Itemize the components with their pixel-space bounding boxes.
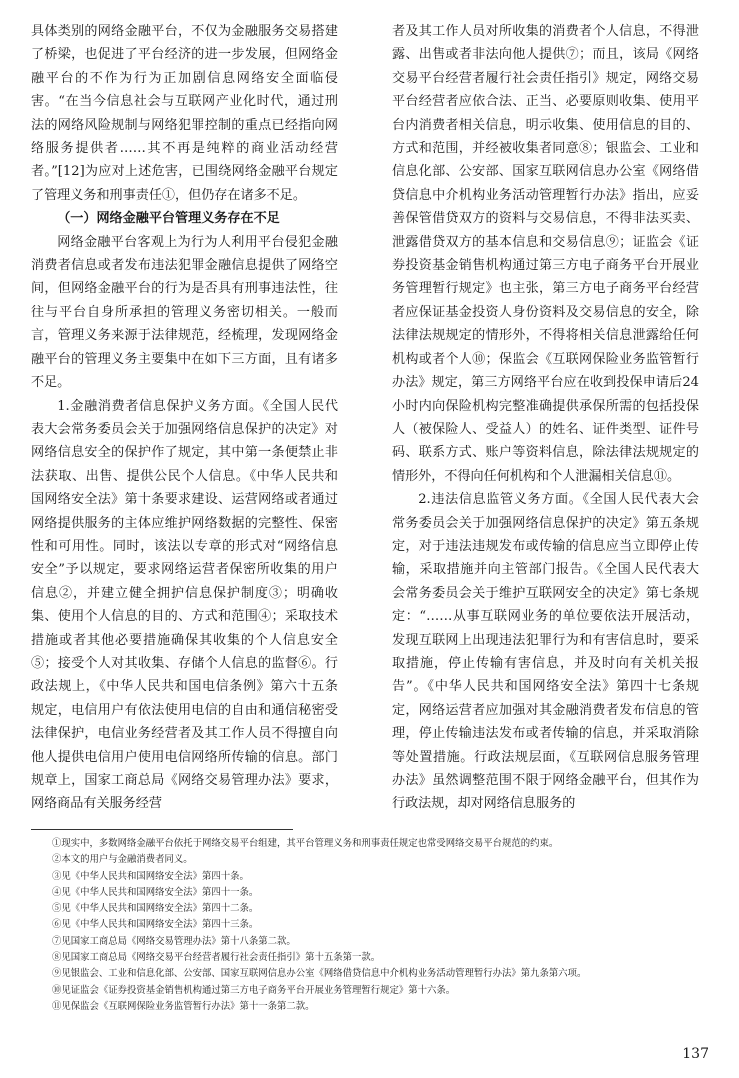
footnote: ③见《中华人民共和国网络安全法》第四十条。 [52,870,249,882]
body-paragraph: 1.金融消费者信息保护义务方面。《全国人民代表大会常务委员会关于加强网络信息保护的决定》对网络信息安全的保护作了规定，其中第一条便禁止非法获取、出售、提供公民个人信息。《中华人民共和国网络安全法》第十条要求建设、运营网络或者通过网络提供服务的主体应维护网络数据的完整性、保密性和可用性。同时，该法以专章的形式对“网络信息安全”予以规定，要求网络运营者保密所收集的用户信息②，并建立健全拥护信息保护制度③；明确收集、使用个人信息的目的、方式和范围④；采取技术措施或者其他必要措施确保其收集的个人信息安全⑤；接受个人对其收集、存储个人信息的监督⑥。行政法规上，《中华人民共和国电信条例》第六十五条规定，电信用户有依法使用电信的自由和通信秘密受法律保护，电信业务经营者及其工作人员不得擅自向他人提供电信用户使用电信网络所传输的信息。部门规章上，国家工商总局《网络交易管理办法》要求，网络商品有关服务经营 [31,398,338,812]
footnotes [52,836,712,1015]
left-column [31,20,338,816]
footnote: ⑥见《中华人民共和国网络安全法》第四十三条。 [52,919,259,931]
footnote: ②本文的用户与金融消费者同义。 [52,854,193,866]
footnote: ⑪见保监会《互联网保险业务监管暂行办法》第十一条第二款。 [52,1000,315,1012]
body-paragraph: 2.违法信息监管义务方面。《全国人民代表大会常务委员会关于加强网络信息保护的决定》第五条规定，对于违法违规发布或传输的信息应当立即停止传输，采取措施并向主管部门报告。《全国人民代表大会常务委员会关于维护互联网安全的决定》第七条规定：“……从事互联网业务的单位要依法开展活动，发现互联网上出现违法犯罪行为和有害信息时，要采取措施，停止传输有害信息，并及时向有关机关报告”。《中华人民共和国网络安全法》第四十七条规定，网络运营者应加强对其金融消费者发布信息的管理，停止传输违法发布或者传输的信息，并采取消除等处置措施。行政法规层面，《互联网信息服务管理办法》虽然调整范围不限于网络金融平台，但其作为行政法规，却对网络信息服务的 [392,492,699,812]
footnote-divider [31,829,293,830]
footnote: ⑤见《中华人民共和国网络安全法》第四十二条。 [52,903,259,915]
section-heading: （一）网络金融平台管理义务存在不足 [57,211,280,227]
right-column [392,20,699,816]
footnote: ①现实中，多数网络金融平台依托于网络交易平台组建，其平台管理义务和刑事责任规定也常受网络交易平台规范的约束。 [52,838,559,849]
footnote: ⑩见证监会《证券投资基金销售机构通过第三方电子商务平台开展业务管理暂行规定》第十六条。 [52,984,456,996]
body-paragraph: 具体类别的网络金融平台，不仅为金融服务交易搭建了桥梁，也促进了平台经济的进一步发展，但网络金融平台的不作为行为正加剧信息网络安全面临侵害。“在当今信息社会与互联网产业化时代，通过刑法的网络风险规制与网络犯罪控制的重点已经指向网络服务提供者……其不再是纯粹的商业活动经营者。”[12]为应对上述危害，已围绕网络金融平台规定了管理义务和刑事责任①，但仍存在诸多不足。 [31,24,338,203]
body-paragraph: 者及其工作人员对所收集的消费者个人信息，不得泄露、出售或者非法向他人提供⑦；而且，该局《网络交易平台经营者履行社会责任指引》规定，网络交易平台经营者应依合法、正当、必要原则收集、使用平台内消费者相关信息，明示收集、使用信息的目的、方式和范围，并经被收集者同意⑧；银监会、工业和信息化部、公安部、国家互联网信息办公室《网络借贷信息中介机构业务活动管理暂行办法》指出，应妥善保管借贷双方的资料与交易信息，不得非法买卖、泄露借贷双方的基本信息和交易信息⑨；证监会《证券投资基金销售机构通过第三方电子商务平台开展业务管理暂行规定》也主张，第三方电子商务平台经营者应保证基金投资人身份资料及交易信息的安全，除法律法规规定的情形外，不得将相关信息泄露给任何机构或者个人⑩；保监会《互联网保险业务监管暂行办法》规定，第三方网络平台应在收到投保申请后24小时内向保险机构完整准确提供承保所需的包括投保人（被保险人、受益人）的姓名、证件类型、证件号码、联系方式、账户等资料信息，除法律法规规定的情形外，不得向任何机构和个人泄漏相关信息⑪。 [392,24,699,484]
footnote: ④见《中华人民共和国网络安全法》第四十一条。 [52,886,259,898]
footnote: ⑦见国家工商总局《网络交易管理办法》第十八条第二款。 [52,935,296,947]
footnote: ⑨见银监会、工业和信息化部、公安部、国家互联网信息办公室《网络借贷信息中介机构业务活动管理暂行办法》第九条第六项。 [52,968,587,980]
body-paragraph: 网络金融平台客观上为行为人利用平台侵犯金融消费者信息或者发布违法犯罪金融信息提供了网络空间，但网络金融平台的行为是否具有刑事违法性，往往与平台自身所承担的管理义务密切相关。一般而言，管理义务来源于法律规范，经梳理，发现网络金融平台的管理义务主要集中在如下三方面，且有诸多不足。 [31,234,338,391]
footnote: ⑧见国家工商总局《网络交易平台经营者履行社会责任指引》第十五条第一款。 [52,952,381,964]
page-number: 137 [682,1046,709,1062]
